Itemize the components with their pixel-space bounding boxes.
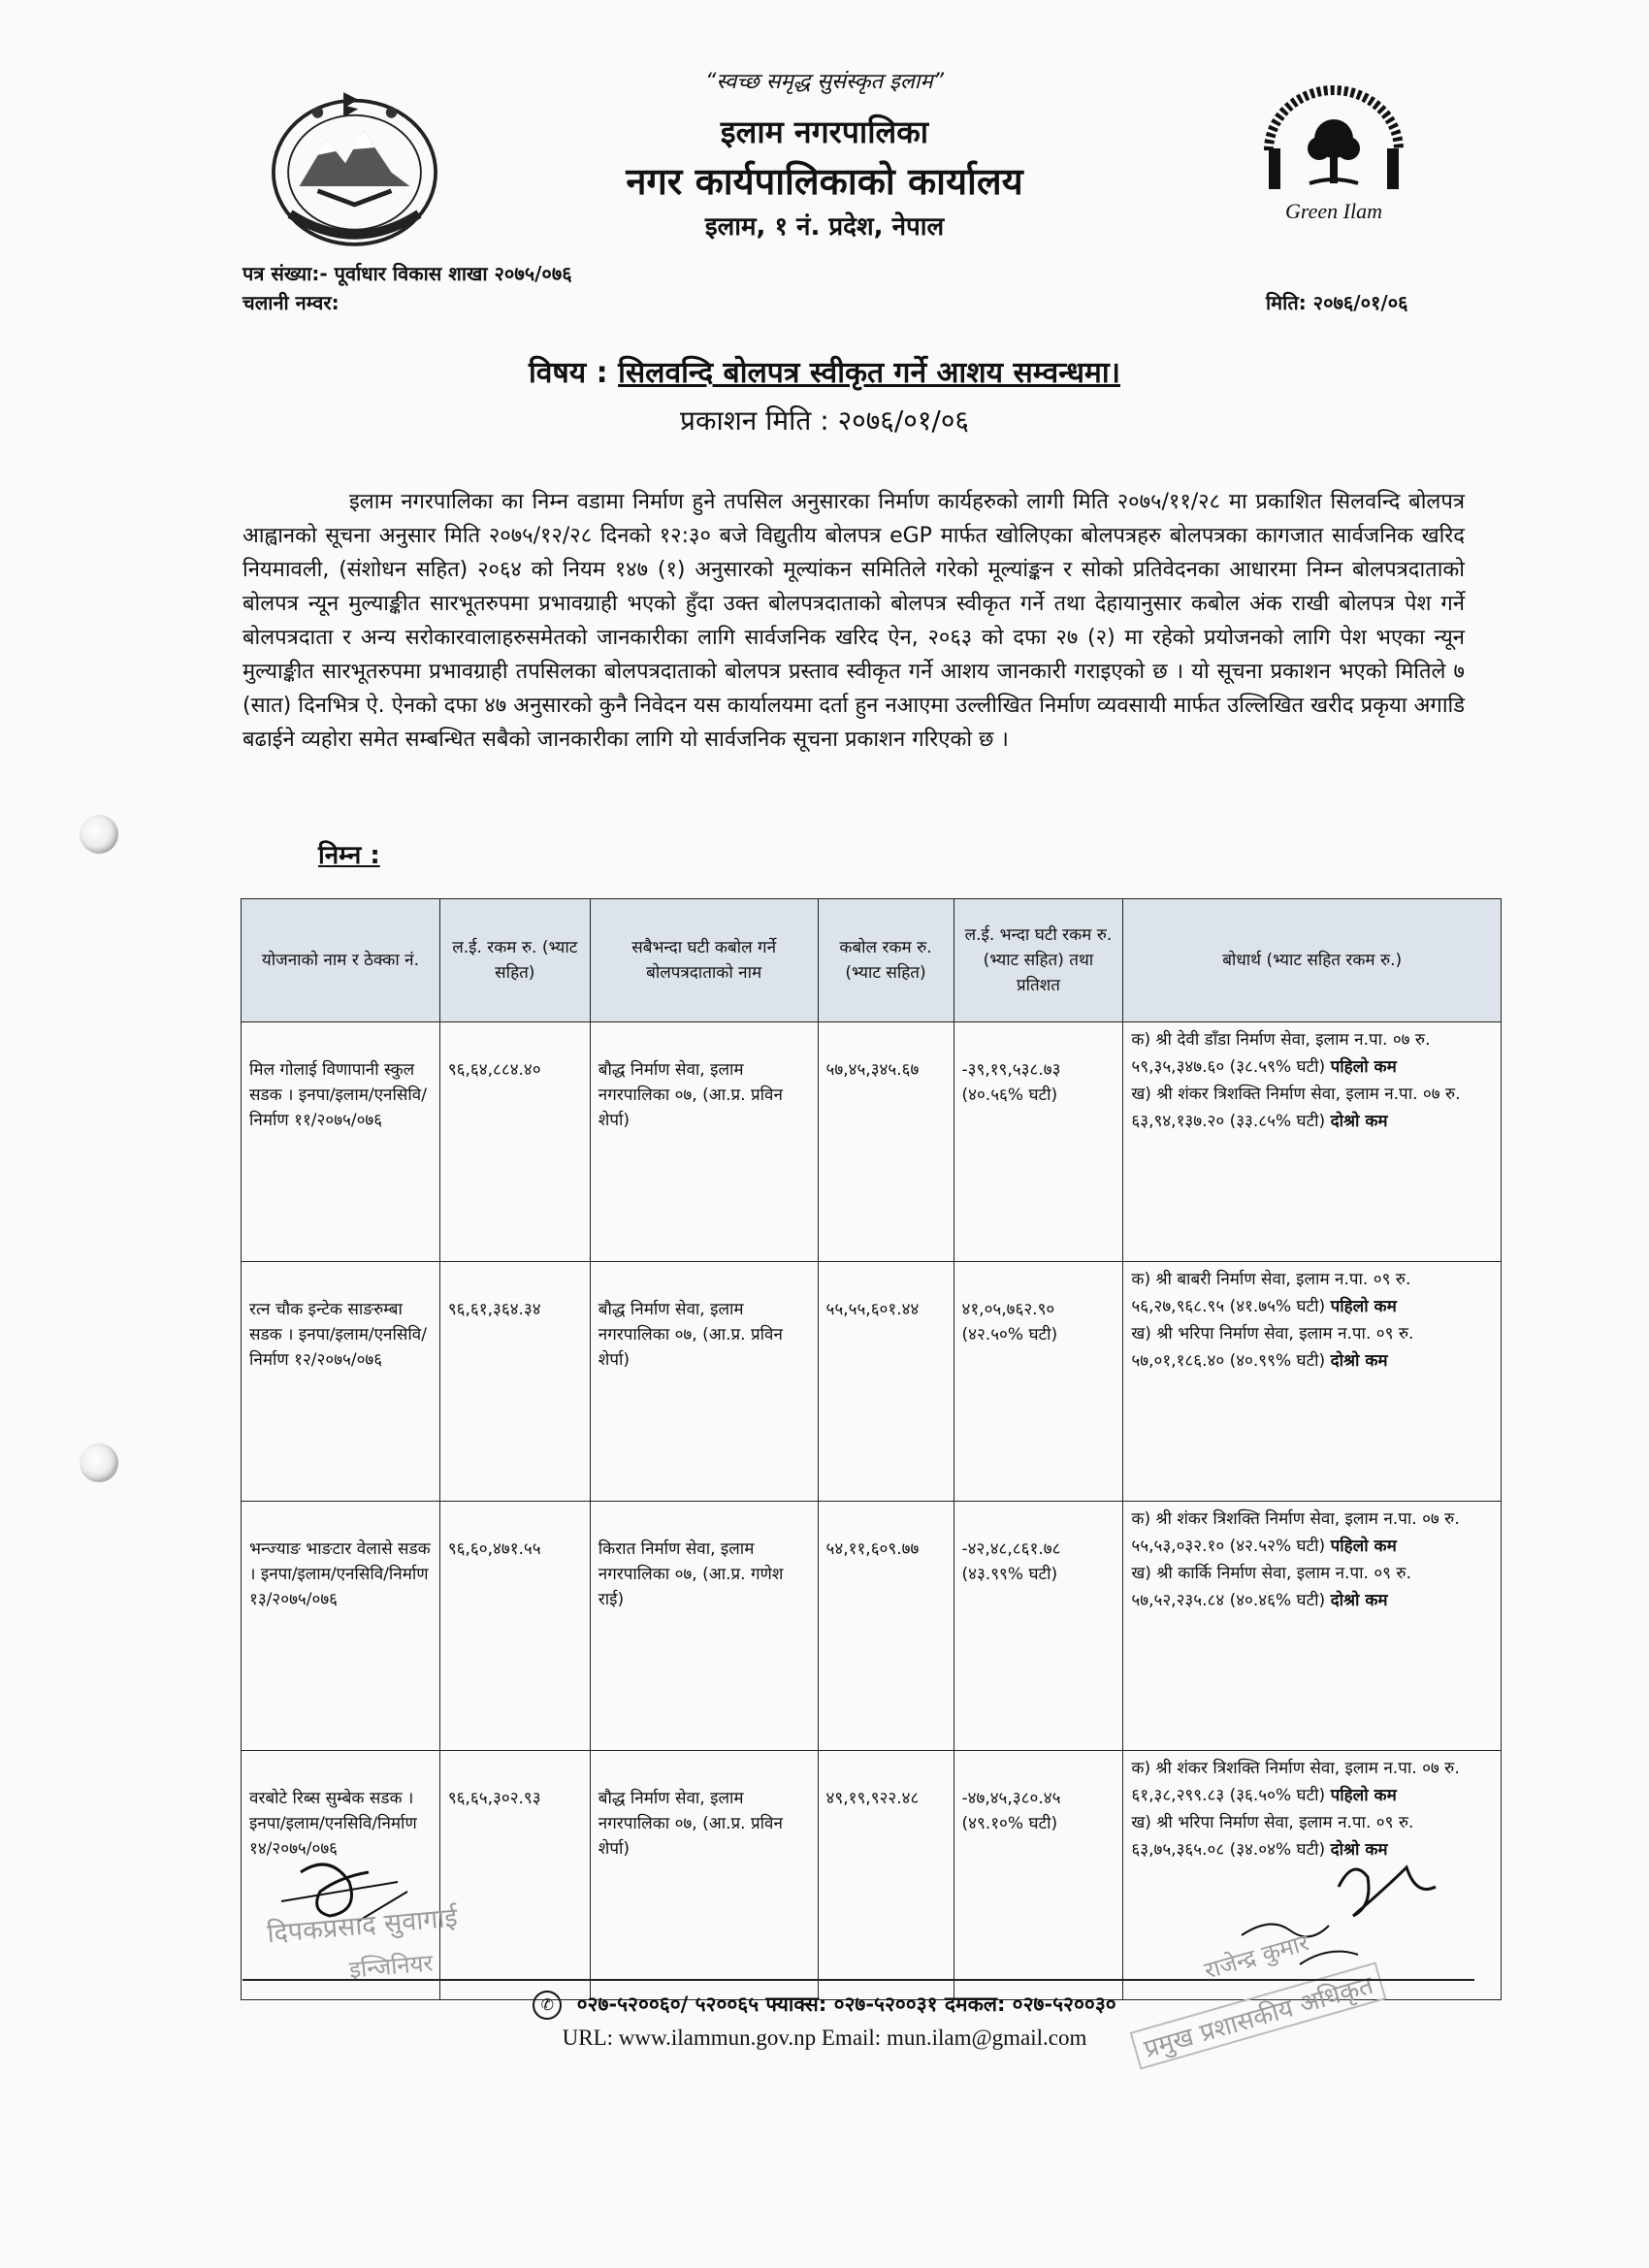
bid-amount: ४९,१९,९२२.४८: [818, 1751, 954, 2000]
bid-amount: ५५,५५,६०१.४४: [818, 1262, 954, 1502]
estimate-amount: ९६,६०,४७१.५५: [439, 1502, 590, 1751]
publication-date: प्रकाशन मिति : २०७६/०१/०६: [680, 405, 969, 437]
office-name: नगर कार्यपालिकाको कार्यालय: [626, 160, 1023, 203]
letter-date: मिति: २०७६/०१/०६: [1266, 291, 1408, 314]
project-name: मिल गोलाई विणापानी स्कुल सडक । इनपा/इलाम/एनसिवि/निर्माण ११/२०७५/०७६: [242, 1022, 440, 1262]
first-bid-rank: पहिलो कम: [1330, 1786, 1397, 1805]
second-bid-rank: दोश्रो कम: [1330, 1840, 1388, 1860]
table-row: [242, 1262, 1502, 1502]
header-bidder: सबैभन्दा घटी कबोल गर्ने बोलपत्रदाताको नाम: [590, 899, 818, 1022]
estimate-amount: ९६,६५,३०२.९३: [439, 1751, 590, 2000]
second-bid-rank: दोश्रो कम: [1330, 1112, 1388, 1131]
municipality-name: इलाम नगरपालिका: [720, 113, 929, 150]
lowest-bidder: बौद्ध निर्माण सेवा, इलाम नगरपालिका ०७, (आ.प्र. प्रविन शेर्पा): [590, 1022, 818, 1262]
motto: “स्वच्छ समृद्ध सुसंस्कृत इलाम”: [705, 70, 944, 94]
header-estimate: ल.ई. रकम रु. (भ्याट सहित): [439, 899, 590, 1022]
project-name: वरबोटे रिब्स सुम्बेक सडक । इनपा/इलाम/एनसिवि/निर्माण १४/२०७५/०७६: [242, 1751, 440, 2000]
second-bid-text: ख) श्री कार्कि निर्माण सेवा, इलाम न.पा. ०९ रु. ५७,५२,२३५.८४ (४०.४६% घटी): [1131, 1564, 1411, 1610]
first-bid-rank: पहिलो कम: [1330, 1057, 1397, 1077]
estimate-amount: ९६,६४,८८४.४०: [439, 1022, 590, 1262]
project-name: रत्न चौक इन्टेक साङरुम्बा सडक । इनपा/इलाम/एनसिवि/निर्माण १२/२०७५/०७६: [242, 1262, 440, 1502]
table-row: [242, 1022, 1502, 1262]
difference-amount: ४१,०५,७६२.९० (४२.५०% घटी): [954, 1262, 1123, 1502]
dispatch-number: चलानी नम्वर:: [242, 291, 340, 314]
first-bid-text: क) श्री बाबरी निर्माण सेवा, इलाम न.पा. ०९ रु. ५६,२७,९६८.९५ (४१.७५% घटी): [1131, 1270, 1411, 1316]
first-bid-text: क) श्री देवी डाँडा निर्माण सेवा, इलाम न.पा. ०७ रु. ५९,३५,३४७.६० (३८.५९% घटी): [1131, 1030, 1431, 1077]
officer-stamp-title: प्रमुख प्रशासकीय अधिकृत: [1130, 1961, 1387, 2069]
other-bids: [1123, 1262, 1502, 1502]
office-address: इलाम, १ नं. प्रदेश, नेपाल: [704, 212, 945, 242]
first-bid-text: क) श्री शंकर त्रिशक्ति निर्माण सेवा, इलाम न.पा. ०७ रु. ५५,५३,०३२.१० (४२.५२% घटी): [1131, 1509, 1460, 1556]
header-project: योजनाको नाम र ठेक्का नं.: [242, 899, 440, 1022]
notice-body-paragraph: इलाम नगरपालिका का निम्न वडामा निर्माण हुने तपसिल अनुसारका निर्माण कार्यहरुको लागी मिति २०७५/११/२८ मा प्रकाशित सिलवन्दि बोलपत्र आह्वानको सूचना अनुसार मिति २०७५/१२/२८ दिनको १२:३० बजे विद्युतीय बोलपत्र eGP मार्फत खोलिएका बोलपत्रहरु बोलपत्रका कागजात सार्वजनिक खरिद नियमावली, (संशोधन सहित) २०६४ को नियम १४७ (१) अनुसारको मूल्यांकन समितिले गरेको मूल्यांङ्कन र सोको प्रतिवेदनका आधारमा निम्न बोलपत्रदाताको बोलपत्र न्यून मुल्याङ्कीत सारभूतरुपमा प्रभावग्राही भएको हुँदा उक्त बोलपत्रदाताको बोलपत्र स्वीकृत गर्ने तथा देहायानुसार कबोल अंक राखी बोलपत्र पेश गर्ने बोलपत्रदाता र अन्य सरोकारवालाहरुसमेतको जानकारीका लागि सार्वजनिक खरिद ऐन, २०६३ को दफा २७ (२) मा रहेको प्रयोजनको लागि पेश भएका न्यून मुल्याङ्कीत सारभूतरुपमा प्रभावग्राही तपसिलका बोलपत्रदाताको बोलपत्र प्रस्ताव स्वीकृत गर्ने आशय जानकारी गराइएको छ । यो सूचना प्रकाशन भएको मितिले ७ (सात) दिनभित्र ऐ. ऐनको दफा ४७ अनुसारको कुनै निवेदन यस कार्यालयमा दर्ता हुन नआएमा उल्लीखित निर्माण व्यवसायी मार्फत उल्लिखित खरीद प्रकृया अगाडि बढाईने व्यहोरा समेत सम्बन्धित सबैको जानकारीका लागि यो सार्वजनिक सूचना प्रकाशन गरिएको छ ।: [242, 490, 1465, 752]
contact-numbers: ०२७-५२००६०/ ५२००६५ फ्याक्स: ०२७-५२००३१ दमकल: ०२७-५२००३०: [576, 1993, 1116, 2016]
subject-line: [0, 351, 1649, 391]
header-other-bids: बोधार्थ (भ्याट सहित रकम रु.): [1123, 899, 1502, 1022]
footer-divider: [242, 1979, 1474, 1981]
project-name: भन्ज्याङ भाङटार वेलासे सडक । इनपा/इलाम/एनसिवि/निर्माण १३/२०७५/०७६: [242, 1502, 440, 1751]
first-bid-rank: पहिलो कम: [1330, 1297, 1397, 1316]
lowest-bidder: किरात निर्माण सेवा, इलाम नगरपालिका ०७, (आ.प्र. गणेश राई): [590, 1502, 818, 1751]
green-ilam-logo-text: Green Ilam: [1285, 199, 1382, 223]
bid-table: [241, 898, 1502, 2000]
subject-label: विषय :: [528, 356, 608, 390]
other-bids: [1123, 1502, 1502, 1751]
engineer-stamp-name: दिपकप्रसाद सुवागाई: [266, 1902, 459, 1950]
first-bid-text: क) श्री शंकर त्रिशक्ति निर्माण सेवा, इलाम न.पा. ०७ रु. ६१,३८,२९९.८३ (३६.५०% घटी): [1131, 1759, 1460, 1805]
second-bid-rank: दोश्रो कम: [1330, 1351, 1388, 1371]
header-bid-amount: कबोल रकम रु. (भ्याट सहित): [818, 899, 954, 1022]
footer-url-email: URL: www.ilammun.gov.np Email: mun.ilam@gmail.com: [562, 2025, 1087, 2050]
phone-icon: ✆: [533, 1991, 562, 2020]
bid-amount: ५७,४५,३४५.६७: [818, 1022, 954, 1262]
second-bid-text: ख) श्री भरिपा निर्माण सेवा, इलाम न.पा. ०९ रु. ६३,७५,३६५.०८ (३४.०४% घटी): [1131, 1813, 1414, 1860]
difference-amount: -३९,१९,५३८.७३ (४०.५६% घटी): [954, 1022, 1123, 1262]
bid-amount: ५४,११,६०९.७७: [818, 1502, 954, 1751]
second-bid-rank: दोश्रो कम: [1330, 1591, 1388, 1610]
second-bid-text: ख) श्री भरिपा निर्माण सेवा, इलाम न.पा. ०९ रु. ५७,०१,१८६.४० (४०.९९% घटी): [1131, 1324, 1414, 1371]
table-row: [242, 1502, 1502, 1751]
punch-hole-top: [80, 815, 118, 854]
subject-text: सिलवन्दि बोलपत्र स्वीकृत गर्ने आशय सम्वन्धमा।: [618, 356, 1120, 390]
difference-amount: -४२,४८,८६१.७८ (४३.९९% घटी): [954, 1502, 1123, 1751]
letter-reference-number: पत्र संख्या:- पूर्वाधार विकास शाखा २०७५/०७६: [242, 262, 572, 285]
engineer-stamp-title: इन्जिनियर: [347, 1949, 435, 1984]
header-difference: ल.ई. भन्दा घटी रकम रु. (भ्याट सहित) तथा प्रतिशत: [954, 899, 1123, 1022]
footer-contact: [0, 1991, 1649, 2020]
difference-amount: -४७,४५,३८०.४५ (४९.१०% घटी): [954, 1751, 1123, 2000]
officer-stamp-name: राजेन्द्र कुमार: [1201, 1928, 1312, 1985]
other-bids: [1123, 1022, 1502, 1262]
list-heading: निम्न :: [318, 841, 380, 870]
estimate-amount: ९६,६१,३६४.३४: [439, 1262, 590, 1502]
lowest-bidder: बौद्ध निर्माण सेवा, इलाम नगरपालिका ०७, (आ.प्र. प्रविन शेर्पा): [590, 1262, 818, 1502]
table-header-row: [242, 899, 1502, 1022]
first-bid-rank: पहिलो कम: [1330, 1537, 1397, 1556]
second-bid-text: ख) श्री शंकर त्रिशक्ति निर्माण सेवा, इलाम न.पा. ०७ रु. ६३,९४,१३७.२० (३३.८५% घटी): [1131, 1085, 1461, 1131]
lowest-bidder: बौद्ध निर्माण सेवा, इलाम नगरपालिका ०७, (आ.प्र. प्रविन शेर्पा): [590, 1751, 818, 2000]
punch-hole-bottom: [80, 1443, 118, 1482]
